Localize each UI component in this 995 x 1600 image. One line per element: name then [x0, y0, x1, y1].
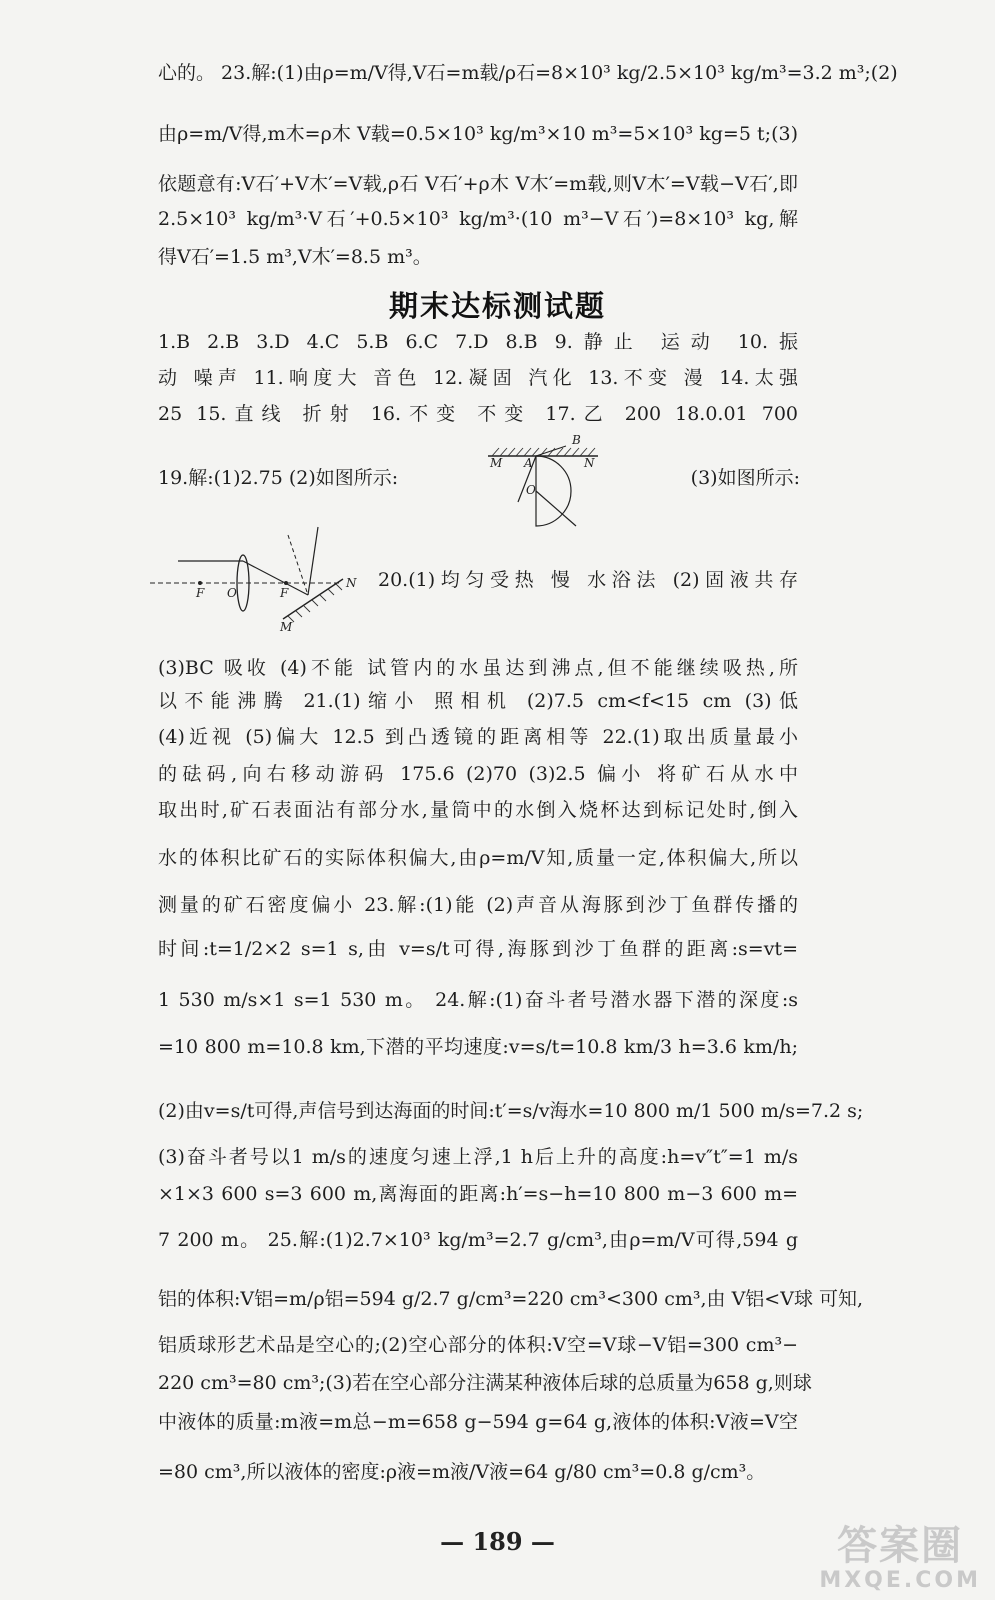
text-line: 铝的体积:V铝=m/ρ铝=594 g/2.7 g/cm³=220 cm³<300 cm³,由 V铝<V球 可知, — [158, 1288, 864, 1310]
refracted-ray — [243, 561, 308, 595]
text-line: (3)奋斗者号以1 m/s的速度匀速上浮,1 h后上升的高度:h=v″t″=1 m/s — [158, 1146, 798, 1168]
text-line: 动 噪声 11.响度大 音色 12.凝固 汽化 13.不变 漫 14.太强 — [158, 367, 798, 389]
label-n: N — [584, 456, 595, 470]
watermark-bottom: MXQE.COM — [819, 1568, 981, 1593]
text-line: 2.5×10³ kg/m³·V石′+0.5×10³ kg/m³·(10 m³−V石′)=8×10³ kg,解 — [158, 208, 798, 230]
label-m: M — [490, 456, 503, 470]
mirror-hatching — [288, 584, 342, 622]
reflection-figure — [488, 433, 608, 536]
text-line: 水的体积比矿石的实际体积偏大,由ρ=m/V知,质量一定,体积偏大,所以 — [158, 847, 798, 869]
semicircle — [536, 456, 571, 526]
text-line: 时间:t=1/2×2 s=1 s,由 v=s/t可得,海豚到沙丁鱼群的距离:s=vt= — [158, 938, 798, 960]
watermark-top: 答案圈 — [837, 1523, 964, 1569]
label-f-left: F — [196, 586, 205, 600]
text-line: 铝质球形艺术品是空心的;(2)空心部分的体积:V空=V球−V铝=300 cm³− — [158, 1334, 798, 1356]
focus-point-left — [198, 581, 202, 585]
section-title: 期末达标测试题 — [388, 289, 606, 323]
text-line: 19.解:(1)2.75 (2)如图所示: — [158, 467, 399, 489]
text-line: (4)近视 (5)偏大 12.5 到凸透镜的距离相等 22.(1)取出质量最小 — [158, 726, 798, 748]
label-m: M — [280, 620, 293, 634]
text-line: =10 800 m=10.8 km,下潜的平均速度:v=s/t=10.8 km/3 h=3.6 km/h; — [158, 1036, 798, 1058]
mirror-hatching — [492, 448, 595, 456]
text-line: 1.B 2.B 3.D 4.C 5.B 6.C 7.D 8.B 9.静止 运动 10.振 — [158, 331, 798, 353]
reflected-ray — [536, 446, 566, 456]
lens-mirror-figure — [150, 527, 365, 637]
text-line: 依题意有:V石′+V木′=V载,ρ石 V石′+ρ木 V木′=m载,则V木′=V载−V石′,即 — [158, 173, 798, 195]
text-line: 由ρ=m/V得,m木=ρ木 V载=0.5×10³ kg/m³×10 m³=5×10³ kg=5 t;(3) — [158, 123, 798, 145]
text-line: 取出时,矿石表面沾有部分水,量筒中的水倒入烧杯达到标记处时,倒入 — [158, 799, 798, 821]
label-o: O — [227, 586, 237, 600]
text-line: 心的。 23.解:(1)由ρ=m/V得,V石=m载/ρ石=8×10³ kg/2.5×10³ kg/m³=3.2 m³;(2) — [158, 62, 898, 84]
label-a: A — [524, 456, 533, 470]
text-line: (2)由v=s/t可得,声信号到达海面的时间:t′=s/v海水=10 800 m/1 500 m/s=7.2 s; — [158, 1100, 864, 1122]
page-number: — 189 — — [440, 1527, 555, 1556]
text-line: 测量的矿石密度偏小 23.解:(1)能 (2)声音从海豚到沙丁鱼群传播的 — [158, 894, 798, 916]
text-line: 得V石′=1.5 m³,V木′=8.5 m³。 — [158, 246, 432, 268]
label-n: N — [346, 576, 357, 590]
watermark-logo — [819, 1523, 981, 1593]
text-line: 220 cm³=80 cm³;(3)若在空心部分注满某种液体后球的总质量为658 g,则球 — [158, 1372, 812, 1394]
focus-point-right — [284, 581, 288, 585]
text-line: 25 15.直线 折射 16.不变 不变 17.乙 200 18.0.01 700 — [158, 403, 798, 425]
text-line: ×1×3 600 s=3 600 m,离海面的距离:h′=s−h=10 800 m−3 600 m= — [158, 1183, 798, 1205]
text-line: 7 200 m。 25.解:(1)2.7×10³ kg/m³=2.7 g/cm³,由ρ=m/V可得,594 g — [158, 1229, 798, 1251]
text-line: 以不能沸腾 21.(1)缩小 照相机 (2)7.5 cm<f<15 cm (3)低 — [158, 690, 798, 712]
refracted-ray — [536, 491, 576, 526]
label-o: O — [526, 483, 536, 497]
text-line: =80 cm³,所以液体的密度:ρ液=m液/V液=64 g/80 cm³=0.8 g/cm³。 — [158, 1461, 766, 1483]
text-line: 1 530 m/s×1 s=1 530 m。 24.解:(1)奋斗者号潜水器下潜的深度:s — [158, 989, 798, 1011]
text-line: 中液体的质量:m液=m总−m=658 g−594 g=64 g,液体的体积:V液=V空 — [158, 1411, 798, 1433]
reflected-ray — [308, 527, 318, 595]
text-line: 的砝码,向右移动游码 175.6 (2)70 (3)2.5 偏小 将矿石从水中 — [158, 763, 798, 785]
text-line: (3)如图所示: — [690, 467, 800, 489]
plane-mirror — [283, 579, 343, 619]
text-line: 20.(1)均匀受热 慢 水浴法 (2)固液共存 — [378, 569, 798, 591]
label-f-right: F — [280, 586, 289, 600]
text-line: (3)BC 吸收 (4)不能 试管内的水虽达到沸点,但不能继续吸热,所 — [158, 657, 798, 679]
label-b: B — [572, 433, 581, 447]
